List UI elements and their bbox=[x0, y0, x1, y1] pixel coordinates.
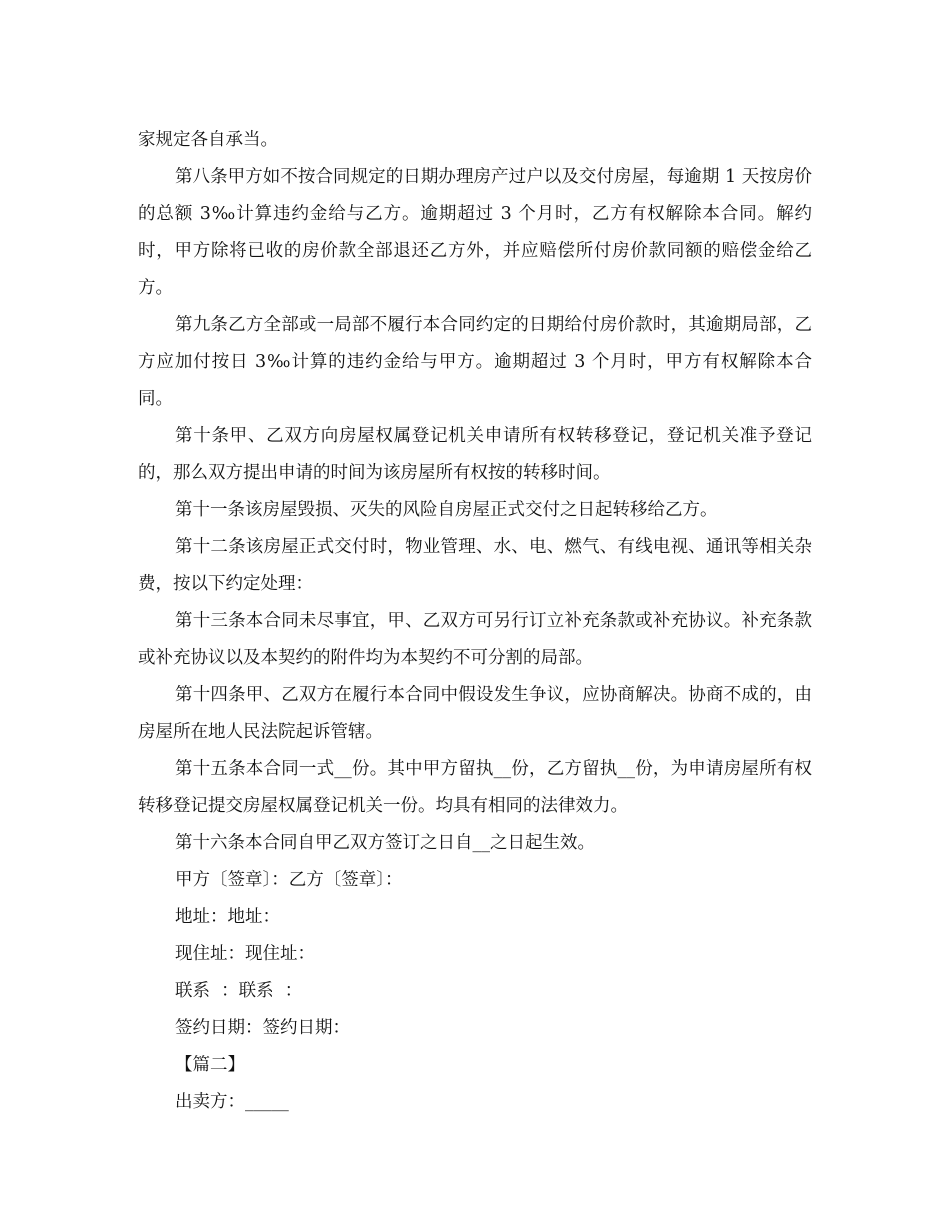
section-heading: 【篇二】 bbox=[175, 1055, 245, 1075]
article-8: 第八条甲方如不按合同规定的日期办理房产过户以及交付房屋，每逾期 1 天按房价的总额 3‰计算违约金给与乙方。逾期超过 3 个月时，乙方有权解除本合同。解约时，甲方除将已收的房价款全部退还乙方外，并应赔偿所付房价款同额的赔偿金给乙方。 bbox=[138, 167, 812, 298]
address-line: 地址：地址： bbox=[175, 907, 280, 927]
article-13: 第十三条本合同未尽事宜，甲、乙双方可另行订立补充条款或补充协议。补充条款或补充协议以及本契约的附件均为本契约不可分割的局部。 bbox=[138, 611, 812, 668]
article-9: 第九条乙方全部或一局部不履行本合同约定的日期给付房价款时，其逾期局部，乙方应加付按日 3‰计算的违约金给与甲方。逾期超过 3 个月时，甲方有权解除本合同。 bbox=[138, 315, 812, 409]
document-page bbox=[138, 122, 812, 1121]
paragraph-continuation: 家规定各自承当。 bbox=[138, 130, 278, 150]
seller-line: 出卖方：_____ bbox=[175, 1092, 289, 1112]
article-15: 第十五条本合同一式__份。其中甲方留执__份，乙方留执__份，为申请房屋所有权转移登记提交房屋权属登记机关一份。均具有相同的法律效力。 bbox=[138, 759, 812, 816]
signature-line: 甲方〔签章〕：乙方〔签章〕： bbox=[175, 870, 403, 890]
contact-line: 联系 ：联系 ： bbox=[175, 981, 303, 1001]
article-10: 第十条甲、乙双方向房屋权属登记机关申请所有权转移登记，登记机关准予登记的，那么双方提出申请的时间为该房屋所有权按的转移时间。 bbox=[138, 426, 812, 483]
sign-date-line: 签约日期：签约日期： bbox=[175, 1018, 350, 1038]
article-14: 第十四条甲、乙双方在履行本合同中假设发生争议，应协商解决。协商不成的，由房屋所在地人民法院起诉管辖。 bbox=[138, 685, 812, 742]
current-address-line: 现住址：现住址： bbox=[175, 944, 315, 964]
article-11: 第十一条该房屋毁损、灭失的风险自房屋正式交付之日起转移给乙方。 bbox=[175, 500, 718, 520]
article-12: 第十二条该房屋正式交付时，物业管理、水、电、燃气、有线电视、通讯等相关杂费，按以下约定处理： bbox=[138, 537, 812, 594]
article-16: 第十六条本合同自甲乙双方签订之日自__之日起生效。 bbox=[175, 833, 595, 853]
